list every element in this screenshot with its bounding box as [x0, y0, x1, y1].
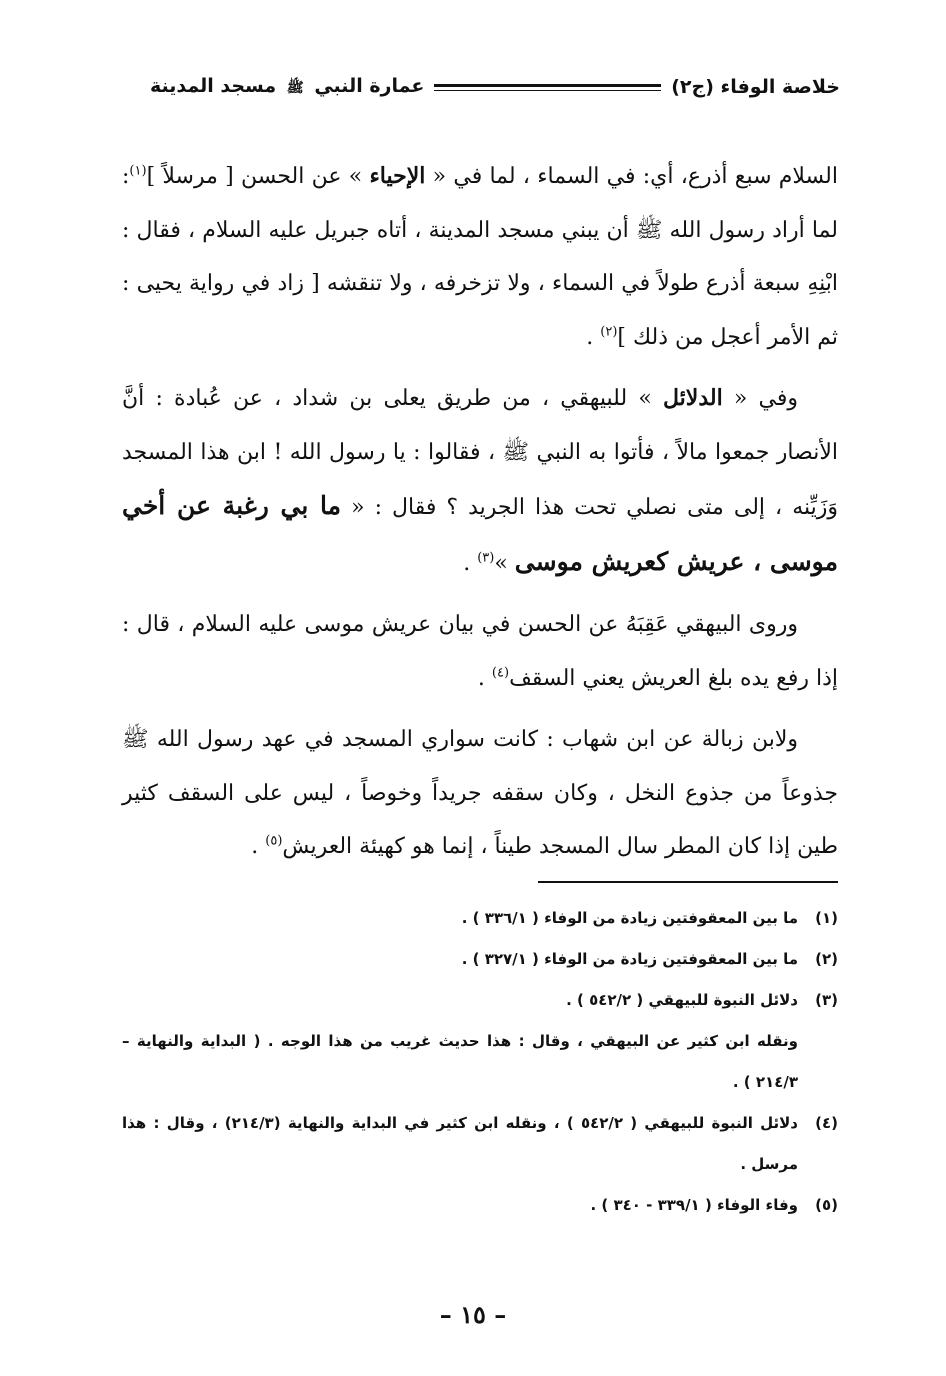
footnote-text: دلائل النبوة للبيهقي ( ٥٤٢/٢ ) .	[566, 991, 798, 1009]
text-run: الإحياء	[369, 163, 426, 189]
footnote-continuation: ونقله ابن كثير عن البيهقي ، وقال : هذا حديث غريب من هذا الوجه . ( البداية والنهاية – ٢١٤/٣ ) .	[122, 1032, 798, 1091]
page-number: – ١٥ –	[439, 1300, 507, 1329]
footnote-number: (٥)	[815, 1196, 838, 1214]
footnote-text: دلائل النبوة للبيهقي ( ٥٤٢/٢ ) ، ونقله ابن كثير في البداية والنهاية (٢١٤/٣) ، وقال : هذا مرسل .	[122, 1114, 798, 1173]
text-run: .	[586, 324, 601, 350]
footnotes	[122, 898, 838, 1226]
text-run: وروى البيهقي عَقِبَهُ عن الحسن في بيان عريش موسى عليه السلام ، قال : إذا رفع يده بلغ العريش يعني السقف	[122, 612, 838, 691]
footnote-item	[122, 1185, 838, 1226]
seal-icon: ﷺ	[286, 80, 304, 96]
paragraph	[122, 598, 838, 705]
text-run: .	[463, 550, 478, 576]
footnote-item	[122, 980, 838, 1021]
footnote-ref[interactable]: (٤)	[491, 665, 510, 681]
footnote-text: وفاء الوفاء ( ٣٣٩/١ - ٣٤٠ ) .	[590, 1196, 798, 1214]
text-run: .	[251, 834, 266, 859]
footnote-text: ما بين المعقوفتين زيادة من الوفاء ( ٣٣٦/١ ) .	[461, 909, 798, 927]
footnote-number: (٤)	[815, 1114, 838, 1132]
main-text	[122, 150, 838, 874]
header-chapter-title	[150, 75, 424, 99]
header-chapter-part1: عمارة النبي	[314, 75, 425, 97]
text-run: .	[477, 665, 492, 691]
text-run: السلام سبع أذرع، أي: في السماء ، لما في «	[425, 164, 838, 189]
text-run: » عن الحسن [ مرسلاً ]	[146, 164, 370, 189]
footnote-ref[interactable]: (٥)	[265, 833, 283, 849]
footnote-number: (١)	[815, 909, 838, 927]
header-chapter-part2: مسجد المدينة	[150, 75, 277, 97]
running-header	[150, 70, 840, 104]
footnote-separator	[538, 881, 838, 883]
paragraph	[122, 713, 838, 874]
text-run: الدلائل	[662, 385, 723, 411]
footnote-text: ما بين المعقوفتين زيادة من الوفاء ( ٣٢٧/١ ) .	[461, 950, 798, 968]
footnote-number: (٢)	[815, 950, 838, 968]
footnote-ref[interactable]: (٣)	[477, 550, 495, 566]
header-book-title: خلاصة الوفاء (ج٢)	[671, 76, 840, 98]
text-run: : لما أراد رسول الله ﷺ أن يبني مسجد المدينة ، أتاه جبريل عليه السلام ، فقال : ابْنِهِ سبعة أذرع طولاً في السماء ، ولا تزخرفه ، ولا تنقشه [ زاد في رواية يحيى : ثم الأمر أعجل من ذلك ]	[122, 164, 838, 350]
paragraph	[122, 372, 838, 590]
text-run: »	[494, 550, 515, 576]
text-run: وفي «	[722, 386, 798, 411]
text-run: » للبيهقي ، من طريق يعلى بن شداد ، عن عُبادة : أنَّ الأنصار جمعوا مالاً ، فأتوا به النبي ﷺ ، فقالوا : يا رسول الله ! ابن هذا المسجد وَزَيِّنه ، إلى متى نصلي تحت هذا الجريد ؟ فقال : «	[122, 386, 838, 520]
footnote-item	[122, 898, 838, 939]
header-rule	[434, 84, 661, 91]
paragraph	[122, 150, 838, 364]
footnote-number: (٣)	[815, 991, 838, 1009]
text-run: ولابن زبالة عن ابن شهاب : كانت سواري المسجد في عهد رسول الله ﷺ جذوعاً من جذوع النخل ، وكان سقفه جريداً وخوصاً ، ليس على السقف كثير طين إذا كان المطر سال المسجد طيناً ، إنما هو كهيئة العريش	[122, 727, 838, 859]
footnote-ref[interactable]: (١)	[129, 163, 147, 179]
footnote-item	[122, 939, 838, 980]
footnote-item	[122, 1103, 838, 1185]
footnote-ref[interactable]: (٢)	[600, 324, 618, 340]
text-run: ما بي رغبة عن أخي موسى ، عريش كعريش موسى	[122, 491, 838, 576]
